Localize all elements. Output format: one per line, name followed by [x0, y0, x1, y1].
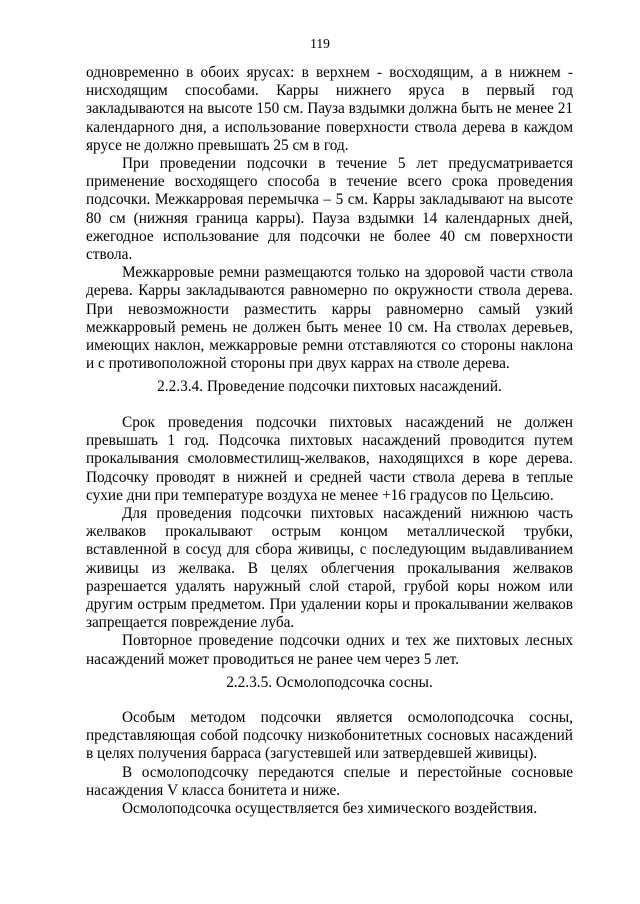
paragraph: одновременно в обоих ярусах: в верхнем - восходящим, а в нижнем - нисходящим способами. Карры нижнего яруса в первый год закладываются на высоте 150 см. Пауза вздымки должна быть не менее 21 календарного дня, а использование поверхности ствола дерева в каждом ярусе не должно превышать 25 см в год.	[86, 64, 573, 154]
paragraph: При проведении подсочки в течение 5 лет предусматривается применение восходящего способа в течение всего срока проведения подсочки. Межкарровая перемычка – 5 см. Карры закладывают на высоте 80 см (нижняя граница карры). Пауза вздымки 14 календарных дней, ежегодное использование для подсочки не более 40 см поверхности ствола.	[86, 155, 573, 264]
section-heading-pine: 2.2.3.5. Осмолоподсочка сосны.	[226, 674, 433, 691]
paragraph: Особым методом подсочки является осмолоподсочка сосны, представляющая собой подсочку низкобонитетных сосновых насаждений в целях получения барраса (загустевшей или затвердевшей живицы).	[86, 709, 573, 763]
section-heading-fir: 2.2.3.4. Проведение подсочки пихтовых насаждений.	[157, 378, 502, 395]
section-body-pine	[86, 709, 573, 818]
page-number: 119	[310, 36, 330, 51]
paragraph: Межкарровые ремни размещаются только на здоровой части ствола дерева. Карры закладываются равномерно по окружности ствола дерева. При невозможности разместить карры равномерно самый узкий межкарровый ремень не должен быть менее 10 см. На стволах деревьев, имеющих наклон, межкарровые ремни отставляются со стороны наклона и с противоположной стороны при двух каррах на стволе дерева.	[86, 264, 573, 373]
section-body-fir	[86, 414, 573, 669]
paragraph: Для проведения подсочки пихтовых насаждений нижнюю часть желваков прокалывают острым концом металлической трубки, вставленной в сосуд для сбора живицы, с последующим выдавливанием живицы из желвака. В целях облегчения прокалывания желваков разрешается удалять наружный слой старой, грубой коры ножом или другим острым предметом. При удалении коры и прокалывании желваков запрещается повреждение луба.	[86, 505, 573, 632]
paragraph: В осмолоподсочку передаются спелые и перестойные сосновые насаждения V класса бонитета и ниже.	[86, 763, 573, 799]
paragraph: Осмолоподсочка осуществляется без химического воздействия.	[122, 800, 538, 818]
text-block-continuation	[86, 64, 573, 373]
paragraph: Повторное проведение подсочки одних и тех же пихтовых лесных насаждений может проводиться не ранее чем через 5 лет.	[86, 632, 573, 668]
paragraph: Срок проведения подсочки пихтовых насаждений не должен превышать 1 год. Подсочка пихтовых насаждений проводится путем прокалывания смоловместилищ-желвакoв, находящихся в коре дерева. Подсочку проводят в нижней и средней части ствола дерева в теплые сухие дни при температуре воздуха не менее +16 градусов по Цельсию.	[86, 414, 573, 504]
